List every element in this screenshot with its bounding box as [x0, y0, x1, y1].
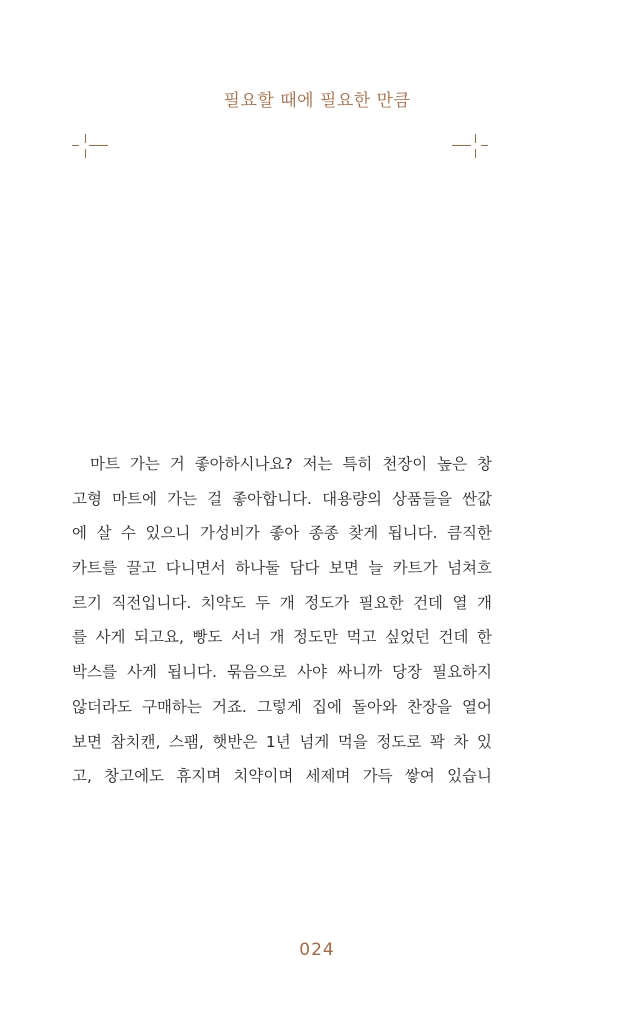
text-line: 고, 창고에도 휴지며 치약이며 세제며 가득 쌓여 있습니 — [72, 767, 492, 786]
text-line: 고형 마트에 가는 걸 좋아합니다. 대용량의 상품들을 싼값 — [72, 489, 492, 508]
text-line: 박스를 사게 됩니다. 묶음으로 사야 싸니까 당장 필요하지 — [72, 663, 492, 682]
text-line: 카트를 끌고 다니면서 하나둘 담다 보면 늘 카트가 넘쳐흐 — [72, 559, 492, 578]
left-corner-ornament — [72, 134, 108, 158]
text-line: 에 살 수 있으니 가성비가 좋아 종종 찾게 됩니다. 큼직한 — [72, 524, 492, 543]
text-line: 르기 직전입니다. 치약도 두 개 정도가 필요한 건데 열 개 — [72, 593, 492, 612]
text-line: 보면 참치캔, 스팸, 햇반은 1년 넘게 먹을 정도로 꽉 차 있 — [72, 732, 492, 751]
chapter-title: 필요할 때에 필요한 만큼 — [223, 91, 411, 111]
text-line: 마트 가는 거 좋아하시나요? 저는 특히 천장이 높은 창 — [90, 455, 492, 473]
right-corner-ornament — [452, 134, 488, 158]
text-line: 않더라도 구매하는 거죠. 그렇게 집에 돌아와 찬장을 열어 — [72, 697, 492, 716]
text-line: 를 사게 되고요, 빵도 서너 개 정도만 먹고 싶었던 건데 한 — [72, 628, 492, 647]
body-paragraph — [72, 447, 492, 794]
page-number: 024 — [299, 940, 335, 960]
